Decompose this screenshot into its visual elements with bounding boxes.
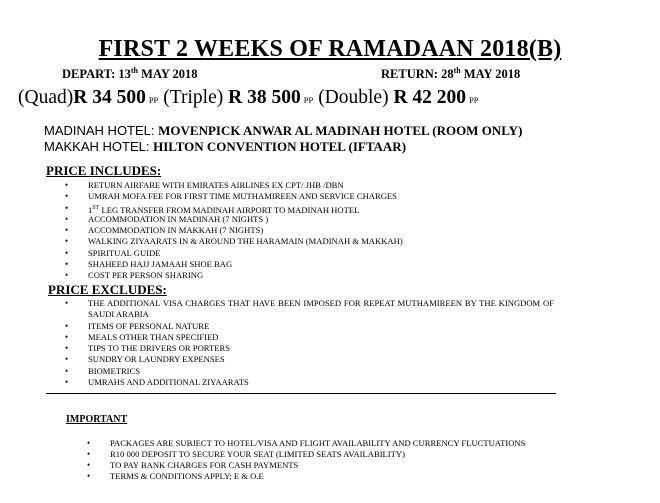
list-item-text: SPIRITUAL GUIDE [88,247,161,258]
bullet-icon: • [65,298,69,308]
list-item-text: TO PAY BANK CHARGES FOR CASH PAYMENTS [110,459,299,470]
list-item [65,331,554,343]
quad-label: (Quad) [18,87,74,108]
pp-label: PP [148,95,159,105]
return-date [381,66,520,82]
list-item [87,471,554,482]
makkah-hotel-name: HILTON CONVENTION HOTEL (IFTAAR) [153,139,407,154]
list-item-text: THE ADDITIONAL VISA CHARGES THAT HAVE BEEN IMPOSED FOR REPEAT MUTHAMIREEN BY THE KINGDOM OF SAUDI ARABIA [88,298,554,320]
list-item [65,377,554,388]
list-item [65,343,554,354]
bullet-icon: • [65,377,69,388]
list-item [65,202,403,215]
price-line [18,87,484,109]
leg-number: 1 [88,204,93,215]
list-item-text: ACCOMMODATION IN MADINAH (7 NIGHTS ) [88,213,269,224]
list-item-text: ACCOMMODATION IN MAKKAH (7 NIGHTS) [88,225,264,236]
bullet-icon: • [65,225,69,236]
triple-price: R 38 500 [228,87,301,108]
list-item [65,270,403,281]
bullet-icon: • [87,459,91,470]
depart-month: MAY 2018 [138,67,198,82]
important-heading: IMPORTANT [66,414,128,425]
pp-label: PP [303,95,314,105]
list-item [65,236,403,247]
list-item-text: WALKING ZIYAARATS IN & AROUND THE HARAMAIN (MADINAH & MAKKAH) [88,236,403,247]
list-item-text: ITEMS OF PERSONAL NATURE [88,320,210,331]
list-item [65,298,554,321]
quad-price: R 34 500 [73,87,146,108]
list-item-text: PACKAGES ARE SUBJECT TO HOTEL/VISA AND FLIGHT AVAILABILITY AND CURRENCY FLUCTUATIONS [110,438,526,448]
bullet-icon: • [65,320,69,331]
list-item [65,354,554,365]
return-label: RETURN: 28 [381,67,454,82]
bullet-icon: • [65,213,69,224]
double-label: (Double) [318,87,394,108]
bullet-icon: • [87,448,91,459]
bullet-icon: • [65,343,69,354]
list-item [65,191,403,202]
pp-label: PP [469,95,479,105]
price-excludes-heading: PRICE EXCLUDES: [48,282,167,297]
bullet-icon: • [65,331,69,342]
madinah-hotel [44,123,522,139]
bullet-icon: • [65,202,69,213]
list-item [65,259,403,270]
important-list [87,438,554,482]
return-sup: th [453,66,461,75]
bullet-icon: • [87,438,91,448]
list-item [87,438,554,449]
bullet-icon: • [65,191,69,202]
triple-label: (Triple) [163,87,229,108]
list-item-text: LEG TRANSFER FROM MADINAH AIRPORT TO MADINAH HOTEL [101,204,360,215]
leg-sup: ST [92,204,100,211]
list-item [65,247,403,259]
bullet-icon: • [65,247,69,258]
list-item [65,180,403,191]
list-item [87,448,554,460]
list-item [65,365,554,377]
makkah-hotel [44,139,406,155]
madinah-hotel-label: MADINAH HOTEL: [44,123,159,138]
list-item-text: SUNDRY OR LAUNDRY EXPENSES [88,354,225,365]
bullet-icon: • [65,259,69,270]
depart-date [62,66,198,82]
return-month: MAY 2018 [460,67,521,82]
section-divider [46,393,556,394]
price-includes-list [65,180,403,282]
list-item [87,459,554,471]
list-item-text: TERMS & CONDITIONS APPLY; E & O.E [110,471,264,482]
list-item-text: BIOMETRICS [88,365,141,376]
depart-label: DEPART: 13 [62,67,131,82]
list-item [65,225,403,236]
bullet-icon: • [65,270,69,281]
list-item-text: RETURN AIRFARE WITH EMIRATES AIRLINES EX CPT/ JHB /DBN [88,180,344,190]
page-title: FIRST 2 WEEKS OF RAMADAAN 2018(B) [98,36,562,62]
list-item [65,320,554,332]
depart-sup: th [130,66,139,75]
list-item-text: TIPS TO THE DRIVERS OR PORTERS [88,343,231,354]
list-item-text: SHAHEED HAJJ JAMAAH SHOE BAG [88,259,233,270]
list-item-text: R10 000 DEPOSIT TO SECURE YOUR SEAT (LIMITED SEATS AVAILABILITY) [110,448,405,459]
makkah-hotel-label: MAKKAH HOTEL: [44,139,154,154]
bullet-icon: • [87,471,91,482]
list-item-text: COST PER PERSON SHARING [88,270,204,281]
list-item-text: MEALS OTHER THAN SPECIFIED [88,331,219,342]
list-item [65,213,403,225]
bullet-icon: • [65,365,69,376]
bullet-icon: • [65,180,69,190]
double-price: R 42 200 [393,87,467,108]
bullet-icon: • [65,354,69,365]
bullet-icon: • [65,236,69,247]
price-excludes-list [65,298,554,388]
madinah-hotel-name: MOVENPICK ANWAR AL MADINAH HOTEL (ROOM ONLY) [158,123,523,138]
list-item-text: UMRAHS AND ADDITIONAL ZIYAARATS [88,377,249,388]
price-includes-heading: PRICE INCLUDES: [46,163,162,178]
list-item-text: UMRAH MOFA FEE FOR FIRST TIME MUTHAMIREEN AND SERVICE CHARGES [88,191,397,202]
